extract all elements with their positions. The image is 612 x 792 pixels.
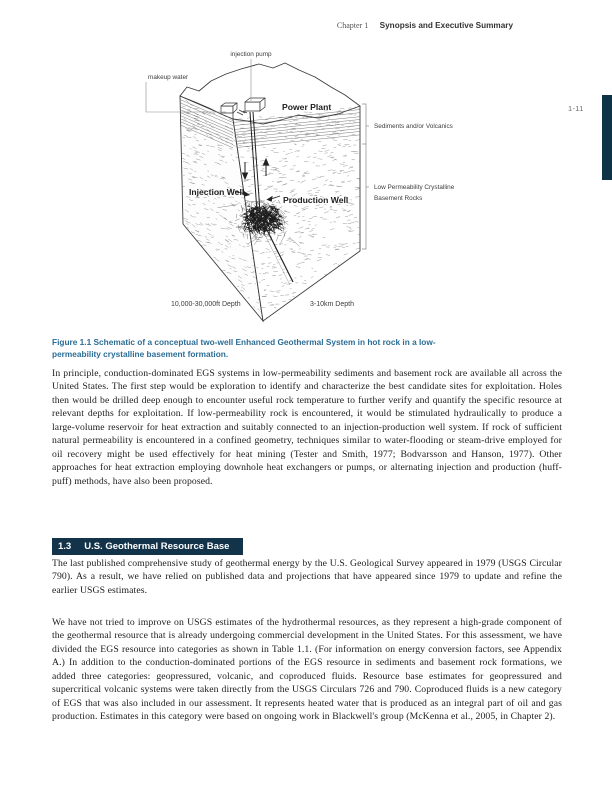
label-basement-line1: Low Permeability Crystalline (374, 184, 455, 191)
page-number: 1-11 (568, 104, 584, 113)
running-header (337, 15, 513, 33)
section-number: 1.3 (58, 541, 72, 552)
label-depth-km: 3-10km Depth (310, 301, 354, 308)
section-title: U.S. Geothermal Resource Base (84, 541, 230, 552)
page-edge-tab-bar (602, 95, 612, 180)
body-paragraph-1: In principle, conduction-dominated EGS systems in low-permeability sediments and basement rock are available all across the United States. The first step would be exploration to identify and characterize the best candidate sites for exploitation. Holes then would be drilled deep enough to encounter useful rock temperature to further verify and quantify the specific resource at relevant depths for exploitation. If low-permeability rock is encountered, it would be stimulated hydraulically to produce a large-volume reservoir for heat extraction and suitably connected to an injection-production well system. If rock of sufficient natural permeability is encountered in a confined geometry, techniques similar to water-flooding or steam-drive employed for oil recovery might be used effectively for heat mining (Tester and Smith, 1977; Bodvarsson and Hanson, 1977). Other approaches for heat extraction employing downhole heat exchangers or pumps, or alternating injection and production (huff-puff) methods, have also been proposed. (52, 368, 562, 487)
label-injection-well: Injection Well (189, 187, 245, 197)
label-basement-line2: Basement Rocks (374, 195, 423, 202)
running-header-chapter: Chapter 1 (336, 21, 369, 30)
body-paragraph-2: The last published comprehensive study of geothermal energy by the U.S. Geological Survey appeared in 1979 (USGS Circular 790). As a result, we have relied on published data and projections that have appeared since 1979 to update and refine the earlier USGS estimates. (52, 558, 562, 596)
depth-zone-bracket (362, 104, 369, 249)
figure-caption: Figure 1.1 Schematic of a conceptual two-well Enhanced Geothermal System in hot rock in a low-permeability crystalline basement formation. (52, 337, 436, 360)
label-power-plant: Power Plant (282, 102, 332, 112)
section-heading-1-3 (52, 538, 243, 555)
label-depth-feet: 10,000-30,000ft Depth (171, 301, 241, 308)
label-injection-pump: injection pump (230, 51, 272, 58)
egs-schematic-figure (133, 44, 488, 332)
label-sediments: Sediments and/or Volcanics (374, 123, 453, 130)
label-makeup-water: makeup water (148, 74, 189, 81)
body-paragraph-3: We have not tried to improve on USGS estimates of the hydrothermal resources, as they represent a high-grade component of the geothermal resource that is already undergoing commercial development in the United States. For this assessment, we have divided the EGS resource into categories as shown in Table 1.1. (For information on energy conversion factors, see Appendix A.) In addition to the conduction-dominated portions of the EGS resource in sediments and basement rock formations, we added three categories: geopressured, volcanic, and coproduced fluids. Resource base estimates for geopressured and supercritical volcanic systems were taken directly from the USGS Circulars 726 and 790. Coproduced fluids is a new category of EGS that was also included in our assessment. It represents heated water that is produced as an integral part of oil and gas production. Estimates in this category were based on ongoing work in Blackwell's group (McKenna et al., 2005, in Chapter 2). (52, 617, 562, 723)
running-header-title: Synopsis and Executive Summary (379, 21, 513, 30)
label-production-well: Production Well (283, 195, 349, 205)
